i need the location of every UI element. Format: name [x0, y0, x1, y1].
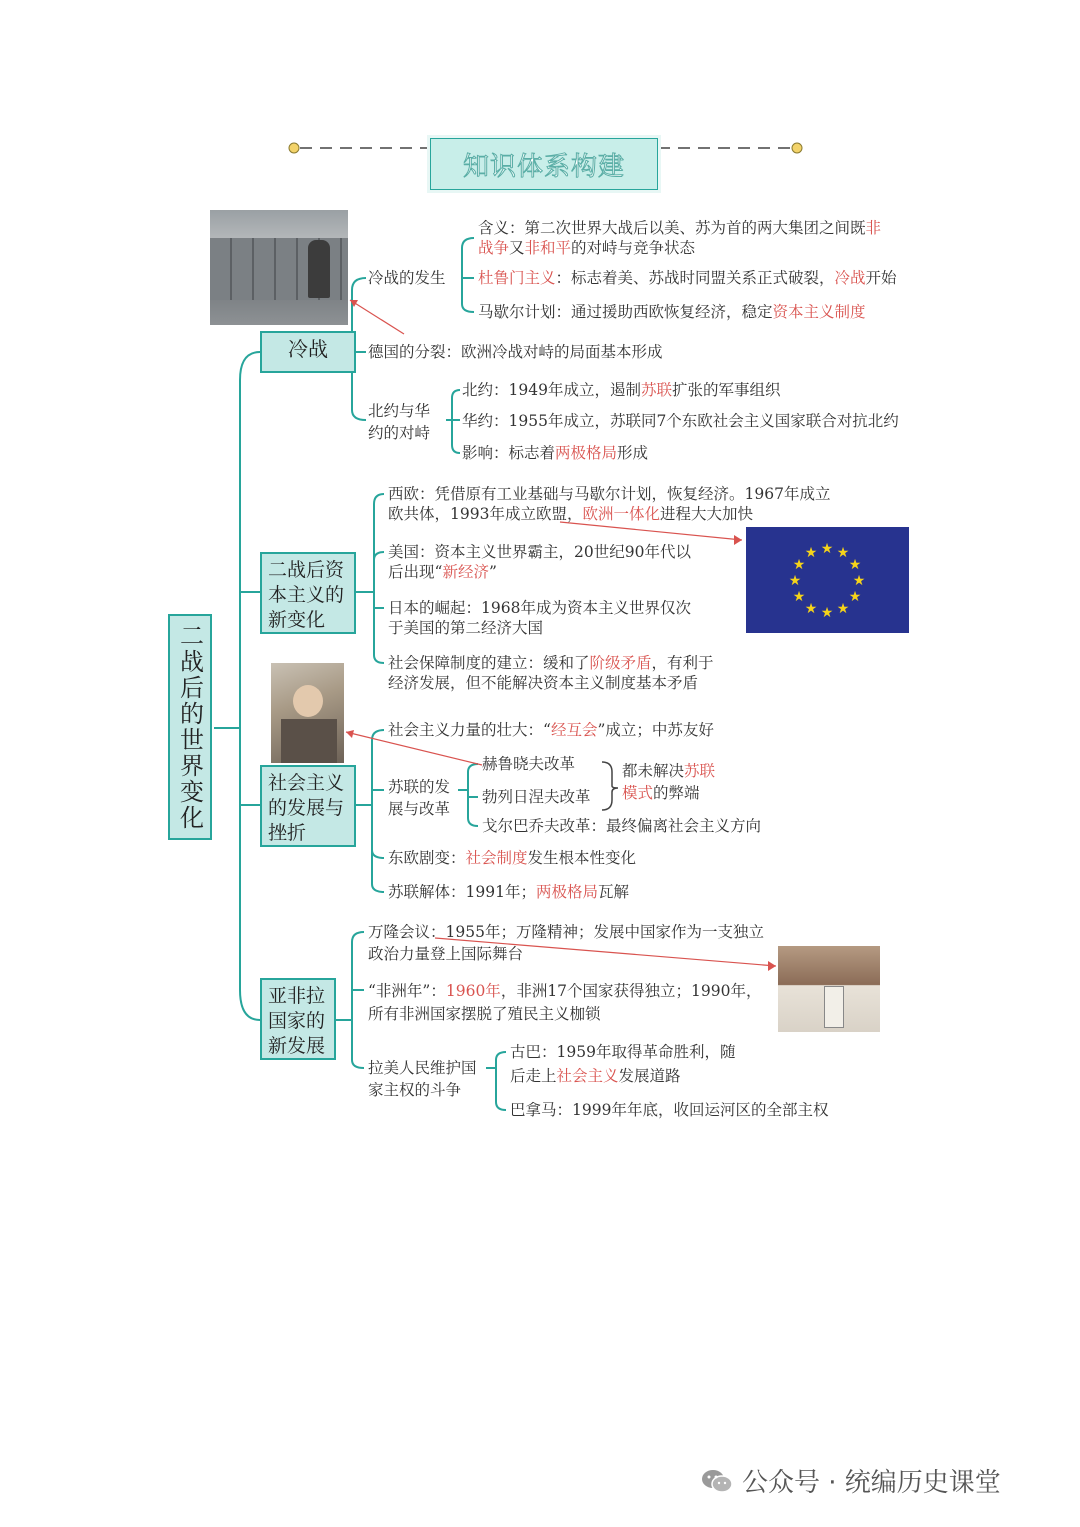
branch-afro-asian-line1: 亚非拉 [268, 985, 326, 1007]
branch-afro-asian-line2: 国家的 [268, 1010, 326, 1032]
truman-highlight-2: 冷战 [834, 269, 866, 287]
branch-capitalism-line2: 本主义的 [268, 584, 345, 606]
cuba-line1: 古巴：1959年取得革命胜利，随 [510, 1043, 736, 1061]
nato-warsaw-label [368, 400, 430, 444]
usa-line1: 美国：资本主义世界霸主，20世纪90年代以 [388, 543, 691, 561]
branch-capitalism-line1: 二战后资 [268, 559, 345, 581]
soviet-model-note [622, 760, 715, 804]
branch-socialism [260, 765, 356, 847]
marshall-highlight: 资本主义制度 [772, 303, 866, 321]
welfare-text: 社会保障制度的建立：缓和了 [388, 654, 590, 672]
neither-text: 都未解决 [622, 762, 685, 780]
africa-text-2: ，非洲17个国家获得独立；1990年， [500, 982, 762, 1000]
neither-text-2: 的弊端 [653, 784, 700, 802]
truman-text: ：标志着美、苏战时同盟关系正式破裂， [555, 269, 835, 287]
usa-text-2: ” [488, 563, 497, 581]
africa-year-line2: 所有非洲国家摆脱了殖民主义枷锁 [368, 1005, 601, 1023]
page-title: 知识体系构建 [430, 138, 658, 190]
impact-text-2: 形成 [617, 444, 649, 462]
nato-text-2: 扩张的军事组织 [671, 381, 781, 399]
branch-capitalism-line3: 新变化 [268, 609, 326, 631]
svg-text:★: ★ [788, 573, 802, 589]
nato-warsaw-label-line1: 北约与华 [368, 402, 431, 420]
africa-highlight: 1960年 [445, 982, 501, 1000]
nato-item [462, 379, 780, 401]
watermark-text: 公众号 · 统编历史课堂 [742, 1468, 1001, 1498]
east-text: 东欧剧变： [388, 849, 466, 867]
branch-capitalism [260, 552, 356, 634]
soviet-reform-label-line2: 展与改革 [388, 800, 451, 818]
latin-america-label-line1: 拉美人民维护国 [368, 1059, 477, 1077]
collapse-highlight: 两极格局 [535, 883, 598, 901]
collapse-text-2: 瓦解 [597, 883, 629, 901]
nato-highlight: 苏联 [640, 381, 672, 399]
branch-socialism-line1: 社会主义 [268, 772, 345, 794]
truman-doctrine [478, 267, 897, 289]
usa-highlight: 新经济 [442, 563, 489, 581]
cuba-highlight: 社会主义 [556, 1067, 619, 1085]
west-highlight: 欧洲一体化 [582, 505, 660, 523]
japan-line1: 日本的崛起：1968年成为资本主义世界仅次 [388, 599, 691, 617]
truman-highlight: 杜鲁门主义 [478, 269, 556, 287]
marshall-text: 马歇尔计划：通过援助西欧恢复经济，稳定 [478, 303, 773, 321]
welfare-text-2: ，有利于 [651, 654, 714, 672]
branch-afro-asian-line3: 新发展 [268, 1035, 326, 1057]
cold-war-outbreak-label: 冷战的发生 [368, 269, 446, 287]
west-europe-line2 [388, 503, 753, 525]
cuba-line2 [510, 1065, 681, 1087]
svg-text:★: ★ [848, 589, 862, 605]
welfare-line2: 经济发展，但不能解决资本主义制度基本矛盾 [388, 674, 699, 692]
nato-warsaw-label-line2: 约的对峙 [368, 424, 431, 442]
khrushchev-reform: 赫鲁晓夫改革 [482, 755, 576, 773]
cuba-text: 后走上 [510, 1067, 557, 1085]
svg-text:★: ★ [804, 545, 818, 561]
root-label: 二战后的世界变化 [175, 623, 204, 831]
svg-text:★: ★ [820, 605, 834, 621]
soviet-collapse [388, 881, 629, 903]
growth-text: 社会主义力量的壮大：“ [388, 721, 551, 739]
gorbachev-reform: 戈尔巴乔夫改革：最终偏离社会主义方向 [482, 817, 762, 835]
eu-stars-icon [746, 527, 909, 633]
bandung-line2: 政治力量登上国际舞台 [368, 945, 524, 963]
collapse-text: 苏联解体：1991年； [388, 883, 536, 901]
west-text-2: 进程大大加快 [659, 505, 753, 523]
africa-text: “非洲年”： [368, 982, 446, 1000]
warsaw-item: 华约：1955年成立，苏联同7个东欧社会主义国家联合对抗北约 [462, 412, 899, 430]
marshall-plan [478, 301, 866, 323]
root-node [168, 614, 212, 840]
growth-text-2: ”成立；中苏友好 [597, 721, 714, 739]
branch-socialism-line3: 挫折 [268, 822, 307, 844]
socialism-growth [388, 719, 714, 741]
svg-text:★: ★ [804, 601, 818, 617]
cuba-text-2: 发展道路 [618, 1067, 681, 1085]
meaning-highlight-3: 非和平 [524, 239, 572, 257]
eu-flag [746, 527, 909, 633]
svg-text:★: ★ [836, 601, 850, 617]
east-europe-upheaval [388, 847, 636, 869]
welfare-highlight: 阶级矛盾 [589, 654, 652, 672]
bandung-conference-photo [778, 946, 880, 1032]
east-highlight: 社会制度 [465, 849, 528, 867]
meaning-highlight-2: 战争 [478, 239, 510, 257]
svg-text:★: ★ [792, 589, 806, 605]
usa-line2 [388, 561, 497, 583]
japan-line2: 于美国的第二经济大国 [388, 619, 544, 637]
meaning-highlight-1: 非 [865, 219, 882, 237]
branch-cold-war [260, 331, 356, 373]
soviet-reform-label-line1: 苏联的发 [388, 778, 451, 796]
meaning-text-3: 的对峙与竞争状态 [571, 239, 696, 257]
panama: 巴拿马：1999年年底，收回运河区的全部主权 [510, 1101, 829, 1119]
bandung-line1: 万隆会议：1955年；万隆精神；发展中国家作为一支独立 [368, 923, 764, 941]
svg-text:★: ★ [848, 557, 862, 573]
west-text: 欧共体，1993年成立欧盟， [388, 505, 583, 523]
svg-text:★: ★ [820, 541, 834, 557]
africa-year-line1 [368, 980, 761, 1002]
branch-afro-asian [260, 978, 336, 1060]
cold-war-meaning-line2 [478, 237, 695, 259]
khrushchev-photo [271, 663, 344, 763]
latin-america-label [368, 1057, 477, 1101]
truman-text-2: 开始 [865, 269, 897, 287]
latin-america-label-line2: 家主权的斗争 [368, 1081, 462, 1099]
impact-highlight: 两极格局 [555, 444, 618, 462]
west-europe-line1: 西欧：凭借原有工业基础与马歇尔计划，恢复经济。1967年成立 [388, 485, 831, 503]
meaning-text: 含义：第二次世界大战后以美、苏为首的两大集团之间既 [478, 219, 866, 237]
cold-war-meaning [478, 217, 881, 239]
branch-cold-war-label: 冷战 [288, 337, 328, 361]
wechat-icon [700, 1467, 734, 1495]
east-text-2: 发生根本性变化 [527, 849, 637, 867]
welfare-line1 [388, 652, 714, 674]
neither-highlight-2: 模式 [622, 784, 654, 802]
soviet-reform-label [388, 776, 450, 820]
impact-text: 影响：标志着 [462, 444, 556, 462]
svg-text:★: ★ [836, 545, 850, 561]
brezhnev-reform: 勃列日涅夫改革 [482, 788, 591, 806]
svg-text:★: ★ [852, 573, 866, 589]
growth-highlight: 经互会 [550, 721, 598, 739]
neither-highlight: 苏联 [684, 762, 716, 780]
branch-socialism-line2: 的发展与 [268, 797, 345, 819]
watermark [700, 1462, 1001, 1499]
germany-division: 德国的分裂：欧洲冷战对峙的局面基本形成 [368, 343, 663, 361]
berlin-wall-photo [210, 210, 348, 325]
nato-text: 北约：1949年成立，遏制 [462, 381, 641, 399]
meaning-text-2: 又 [509, 239, 525, 257]
usa-text: 后出现“ [388, 563, 443, 581]
bipolar-impact [462, 442, 648, 464]
svg-text:★: ★ [792, 557, 806, 573]
